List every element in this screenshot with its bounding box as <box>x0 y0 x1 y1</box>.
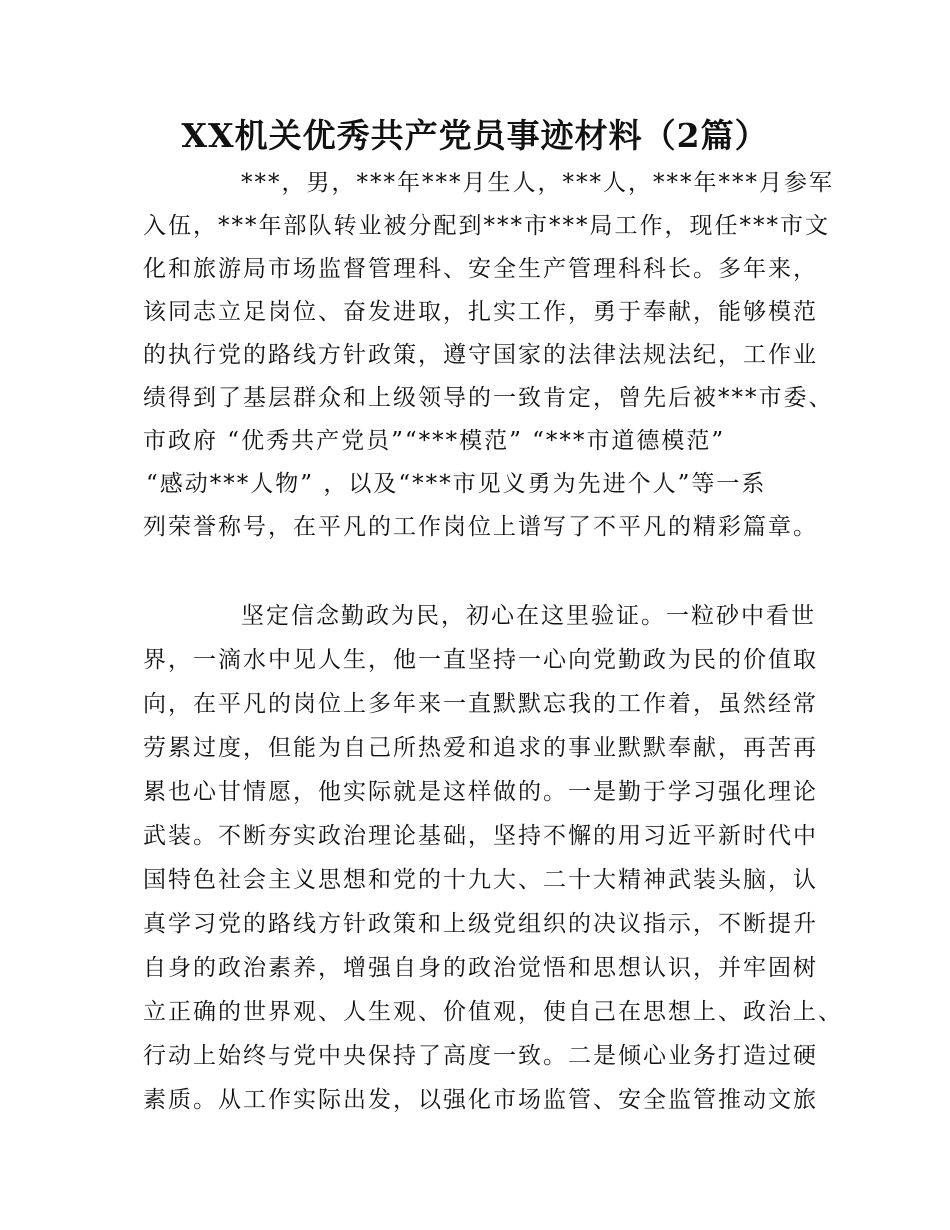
paragraph-1-line-8: “感动***人物” ，以及“***市见义勇为先进个人”等一系 <box>146 471 767 497</box>
paragraph-1-line-2: 入伍，***年部队转业被分配到***市***局工作，现任***市文 <box>143 213 830 239</box>
paragraph-2-line-5: 累也心甘情愿，他实际就是这样做的。一是勤于学习强化理论 <box>143 779 818 805</box>
paragraph-2-line-6: 武装。不断夯实政治理论基础，坚持不懈的用习近平新时代中 <box>143 823 818 849</box>
paragraph-2-line-9: 自身的政治素养，增强自身的政治觉悟和思想认识，并牢固树 <box>143 955 818 981</box>
paragraph-2-line-11: 行动上始终与党中央保持了高度一致。二是倾心业务打造过硬 <box>143 1043 818 1069</box>
paragraph-2-line-10: 立正确的世界观、人生观、价值观，使自己在思想上、政治上、 <box>143 999 843 1025</box>
paragraph-1-line-6: 绩得到了基层群众和上级领导的一致肯定，曾先后被***市委、 <box>143 385 834 411</box>
paragraph-2-line-1: 坚定信念勤政为民，初心在这里验证。一粒砂中看世 <box>241 603 816 629</box>
paragraph-2-line-3: 向，在平凡的岗位上多年来一直默默忘我的工作着，虽然经常 <box>143 691 818 717</box>
paragraph-1-line-5: 的执行党的路线方针政策，遵守国家的法律法规法纪，工作业 <box>143 342 818 368</box>
paragraph-2-line-8: 真学习党的路线方针政策和上级党组织的决议指示，不断提升 <box>143 911 818 937</box>
paragraph-2-line-7: 国特色社会主义思想和党的十九大、二十大精神武装头脑，认 <box>143 867 818 893</box>
document-title: XX机关优秀共产党员事迹材料（2篇） <box>181 116 769 155</box>
paragraph-2-line-2: 界，一滴水中见人生，他一直坚持一心向党勤政为民的价值取 <box>143 647 818 673</box>
paragraph-2-line-4: 劳累过度，但能为自己所热爱和追求的事业默默奉献，再苦再 <box>143 735 818 761</box>
paragraph-1-line-7: 市政府 “优秀共产党员”“***模范” “***市道德模范” <box>143 428 726 454</box>
paragraph-1-line-9: 列荣誉称号，在平凡的工作岗位上谱写了不平凡的精彩篇章。 <box>143 514 818 540</box>
paragraph-1-line-1: ***，男，***年***月生人，***人，***年***月参军 <box>241 170 834 196</box>
paragraph-1-line-4: 该同志立足岗位、奋发进取，扎实工作，勇于奉献，能够模范 <box>143 299 818 325</box>
paragraph-1-line-3: 化和旅游局市场监督管理科、安全生产管理科科长。多年来， <box>143 256 818 282</box>
paragraph-2-line-12: 素质。从工作实际出发，以强化市场监管、安全监管推动文旅 <box>143 1087 818 1113</box>
